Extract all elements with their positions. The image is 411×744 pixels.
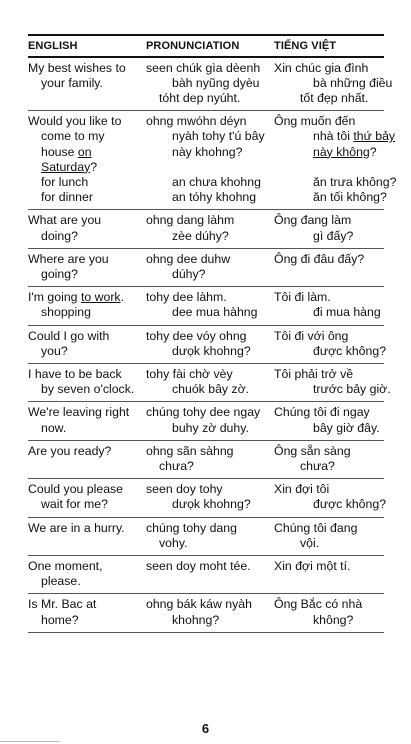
phrase-line [28, 190, 387, 205]
phrase-line [28, 521, 384, 536]
phrase-line [28, 252, 384, 267]
english-text: doing? [41, 228, 78, 243]
phrase-line [28, 305, 384, 320]
pronunciation-text: seen doy tohy [146, 482, 223, 497]
english-text: I'm going to work. [28, 290, 124, 305]
english-text: your family. [41, 75, 103, 90]
vietnamese-text: trước bảy giờ. [313, 382, 391, 397]
pronunciation-text: chưa? [159, 458, 194, 473]
vietnamese-text: bà những điều [313, 75, 393, 90]
pronunciation-text: chúng tohy dang [146, 520, 237, 535]
english-text: wait for me? [41, 497, 108, 512]
vietnamese-text: gì đấy? [313, 228, 354, 243]
header-pronunciation: PRONUNCIATION [146, 40, 240, 52]
vietnamese-text: này không? [313, 144, 377, 159]
page-number: 6 [201, 721, 210, 736]
pronunciation-text: bàh nyũng dyèu [172, 75, 260, 90]
english-text: We're leaving right [28, 405, 130, 420]
phrase-line [28, 367, 384, 382]
vietnamese-text: bây giờ đây. [313, 420, 380, 435]
vietnamese-text: Xin chúc gia đình [274, 60, 369, 75]
phrase-entry [28, 326, 387, 364]
english-text: by seven o'clock. [41, 382, 135, 397]
phrase-line [28, 574, 384, 589]
phrase-line [28, 482, 384, 497]
header-english: ENGLISH [28, 40, 78, 52]
vietnamese-text: nhà tôi thứ bảy [313, 129, 396, 144]
english-text: Would you like to [28, 114, 122, 129]
phrase-entry [28, 210, 384, 248]
phrase-line [28, 267, 384, 282]
vietnamese-text: Tôi đi với ông [274, 328, 349, 343]
phrase-entry [28, 111, 397, 210]
vietnamese-text: Ông sẵn sàng [274, 443, 351, 458]
vietnamese-text: tốt đẹp nhất. [300, 90, 369, 105]
english-text: Where are you [28, 251, 109, 266]
vietnamese-text: Ông đang làm [274, 213, 352, 228]
pronunciation-text: tohy fài chờ vèy [146, 366, 233, 381]
phrase-entry [28, 402, 384, 440]
column-header-row [28, 36, 384, 56]
english-text [28, 91, 146, 106]
english-text: Could I go with [28, 328, 110, 343]
pronunciation-text: ohng bák káw nyàh [146, 597, 252, 612]
pronunciation-text: này khohng? [172, 144, 243, 159]
english-text: for lunch [41, 174, 89, 189]
vietnamese-text: Tôi phải trở về [274, 366, 354, 381]
pronunciation-text: vohy. [159, 535, 188, 550]
english-text: Are you ready? [28, 443, 112, 458]
vietnamese-text: ăn trưa không? [313, 174, 397, 189]
pronunciation-text: ohng dee duhw [146, 251, 231, 266]
pronunciation-text: an tóhy khohng [172, 190, 257, 205]
english-text: going? [41, 266, 78, 281]
phrase-line [28, 329, 384, 344]
phrase-line [28, 382, 391, 397]
english-text: you? [41, 343, 68, 358]
phrase-line [28, 444, 384, 459]
english-text: What are you [28, 213, 102, 228]
pronunciation-text: nyàh tohy t'ú bây [172, 129, 265, 144]
english-text: please. [41, 574, 81, 589]
phrase-entry [28, 58, 393, 112]
english-text: We are in a hurry. [28, 520, 125, 535]
pronunciation-text: buhy zờ duhy. [172, 420, 249, 435]
pronunciation-text: tohy dee làhm. [146, 290, 227, 305]
vietnamese-text [287, 160, 397, 175]
phrase-entry [28, 287, 384, 325]
phrase-line [28, 497, 387, 512]
english-text [28, 536, 146, 551]
english-text: come to my [41, 129, 105, 144]
phrase-entry [28, 594, 384, 632]
phrase-entry [28, 556, 384, 594]
pronunciation-text: dưọk khohng? [172, 497, 251, 512]
english-text: One moment, [28, 558, 103, 573]
phrase-entry [28, 249, 384, 287]
pronunciation-text [159, 160, 287, 175]
pronunciation-text: seen doy moht tée. [146, 558, 251, 573]
vietnamese-text: vội. [300, 535, 320, 550]
vietnamese-text: Tôi đi làm. [274, 290, 331, 305]
vietnamese-text: ăn tối không? [313, 190, 387, 205]
english-text: shopping [41, 305, 91, 320]
phrase-line [28, 613, 384, 628]
phrase-line [28, 421, 384, 436]
phrase-entry [28, 518, 384, 556]
phrase-line [28, 145, 384, 160]
vietnamese-text: chưa? [300, 458, 335, 473]
vietnamese-text: Chúng tôi đang [274, 520, 358, 535]
phrase-entry [28, 441, 384, 479]
english-text: My best wishes to [28, 60, 126, 75]
phrase-line [28, 160, 384, 175]
phrase-line [28, 343, 387, 359]
pronunciation-text: an chưa khohng [172, 174, 261, 189]
english-text: home? [41, 612, 79, 627]
phrase-line [28, 229, 384, 244]
vietnamese-text [287, 574, 397, 589]
phrase-entry [28, 479, 387, 517]
vietnamese-text: Ông Bắc có nhà [274, 597, 363, 612]
pronunciation-text: dưọk khohng? [172, 343, 251, 358]
footer-rule [0, 741, 60, 742]
vietnamese-text: Chúng tôi đi ngay [274, 405, 370, 420]
phrase-line [28, 61, 384, 76]
pronunciation-text: chúng tohy dee ngay [146, 405, 261, 420]
vietnamese-text: Xin đợi một tí. [274, 558, 351, 573]
phrase-line [28, 536, 384, 551]
english-text: house on [41, 144, 92, 159]
vietnamese-text: Ông đi đâu đấy? [274, 251, 365, 266]
pronunciation-text: khohng? [172, 612, 220, 627]
vietnamese-text: đi mua hàng [313, 305, 381, 320]
phrase-line [28, 91, 384, 106]
phrase-line [28, 290, 384, 305]
phrase-line [28, 559, 384, 574]
pronunciation-text: seen chúk gìa dèenh [146, 60, 261, 75]
vietnamese-text [300, 267, 410, 282]
phrase-list [28, 58, 397, 633]
pronunciation-text: ohng dang làhm [146, 213, 235, 228]
pronunciation-text: dúhy? [172, 266, 206, 281]
pronunciation-text: dee mua hàhng [172, 305, 258, 320]
english-text: for dinner [41, 190, 93, 205]
phrase-line [28, 405, 384, 420]
pronunciation-text: chuók bây zờ. [172, 382, 250, 397]
pronunciation-text: ohng sãn sàhng [146, 443, 234, 458]
phrase-entry [28, 364, 391, 402]
phrasebook-page [28, 34, 397, 633]
english-text: Saturday? [41, 159, 98, 174]
phrase-line [28, 129, 396, 144]
english-text: I have to be back [28, 366, 122, 381]
pronunciation-text: ohng mwóhn déyn [146, 114, 247, 129]
pronunciation-text [159, 574, 287, 589]
phrase-line [28, 597, 384, 612]
phrase-line [28, 213, 384, 228]
pronunciation-text: zèe dúhy? [172, 228, 229, 243]
vietnamese-text: Ông muốn đến [274, 114, 356, 129]
phrase-line [28, 459, 384, 474]
english-text: Is Mr. Bac at [28, 597, 97, 612]
vietnamese-text: không? [313, 612, 354, 627]
vietnamese-text: được không? [313, 497, 387, 512]
english-text: Could you please [28, 482, 124, 497]
pronunciation-text: tóht dep nyúht. [159, 90, 241, 105]
phrase-line [28, 114, 384, 129]
vietnamese-text: được không? [313, 343, 387, 358]
vietnamese-text: Xin đợi tôi [274, 482, 330, 497]
english-text [28, 459, 146, 474]
header-vietnamese: TIẾNG VIỆT [274, 40, 337, 52]
english-text: now. [41, 420, 67, 435]
phrase-line [28, 75, 393, 91]
phrase-line [28, 174, 397, 190]
pronunciation-text: tohy dee vóy ohng [146, 328, 247, 343]
